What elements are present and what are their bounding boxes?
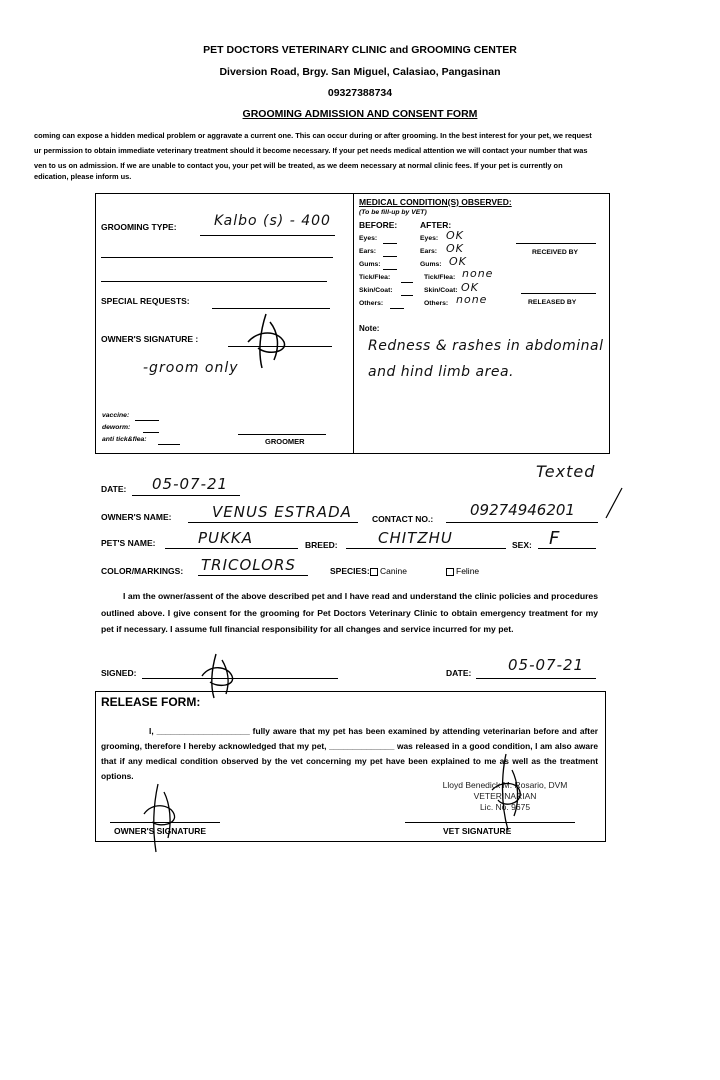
after-eyes: Eyes: xyxy=(420,235,439,242)
vaccine-line[interactable] xyxy=(135,420,159,421)
note-line-2: and hind limb area. xyxy=(368,364,514,380)
breed-label: BREED: xyxy=(305,540,338,550)
before-gums-line[interactable] xyxy=(383,269,397,270)
before-ears: Ears: xyxy=(359,248,377,255)
before-others: Others: xyxy=(359,300,384,307)
sex-value: F xyxy=(549,528,561,549)
before-tick: Tick/Flea: xyxy=(359,274,391,281)
color-value: TRICOLORS xyxy=(201,556,296,574)
medical-subtitle: (To be fill-up by VET) xyxy=(359,209,427,216)
vaccine-label: vaccine: xyxy=(102,412,130,419)
clinic-name: PET DOCTORS VETERINARY CLINIC and GROOMING CENTER xyxy=(203,44,517,56)
anti-tick-line[interactable] xyxy=(158,444,180,445)
owner-release-signature-label: OWNER'S SIGNATURE xyxy=(114,826,207,836)
texted-note: Texted xyxy=(536,462,596,481)
consent-text: I am the owner/assent of the above described pet and I have read and understand the clinic policies and procedures outlined above. I give consent for the grooming for Pet Doctors Veterinary Clinic to obtain emergency treatment for my pet if necessary. I assume full financial responsibility for all changes and service incurred for my pet. xyxy=(101,591,598,634)
grooming-extra-line-1[interactable] xyxy=(101,257,333,258)
pet-name-value: PUKKA xyxy=(198,529,253,547)
before-tick-line[interactable] xyxy=(401,282,413,283)
contact-line[interactable] xyxy=(446,522,598,523)
consent-date-value: 05-07-21 xyxy=(508,656,585,674)
grooming-type-label: GROOMING TYPE: xyxy=(101,222,177,232)
after-label: AFTER: xyxy=(420,220,452,230)
pet-name-line[interactable] xyxy=(165,548,298,549)
breed-line[interactable] xyxy=(346,548,506,549)
deworm-label: deworm: xyxy=(102,424,131,431)
box-divider xyxy=(353,193,354,454)
owner-release-signature-mark xyxy=(140,782,188,854)
deworm-line[interactable] xyxy=(143,432,159,433)
intro-line-1: coming can expose a hidden medical problem or aggravate a current one. This can occur during or after grooming. In the best interest for your pet, we request xyxy=(34,131,592,140)
after-ears-value: OK xyxy=(446,242,464,255)
consent-date-label: DATE: xyxy=(446,668,472,678)
date-line[interactable] xyxy=(132,495,240,496)
received-by-line[interactable] xyxy=(516,243,596,244)
owner-note: -groom only xyxy=(143,360,239,376)
before-label: BEFORE: xyxy=(359,220,398,230)
after-tick: Tick/Flea: xyxy=(424,274,456,281)
after-others-value: none xyxy=(456,293,488,306)
form-title: GROOMING ADMISSION AND CONSENT FORM xyxy=(242,108,478,120)
before-gums: Gums: xyxy=(359,261,381,268)
color-label: COLOR/MARKINGS: xyxy=(101,566,184,576)
sex-line[interactable] xyxy=(538,548,596,549)
grooming-type-value: Kalbo (s) - 400 xyxy=(214,213,331,229)
clinic-phone: 09327388734 xyxy=(327,87,393,99)
sex-label: SEX: xyxy=(512,540,532,550)
before-skin-line[interactable] xyxy=(401,295,413,296)
pet-name-label: PET'S NAME: xyxy=(101,538,156,548)
after-tick-value: none xyxy=(462,267,494,280)
after-gums-value: OK xyxy=(449,255,467,268)
contact-check-mark xyxy=(596,484,626,520)
note-label: Note: xyxy=(359,324,380,333)
color-line[interactable] xyxy=(198,575,308,576)
grooming-type-line[interactable] xyxy=(200,235,335,236)
intro-line-4: edication, please inform us. xyxy=(34,172,132,181)
species-feline-label: Feline xyxy=(456,566,480,576)
owner-signature-label: OWNER'S SIGNATURE : xyxy=(101,334,199,344)
species-label: SPECIES: xyxy=(330,566,370,576)
vet-stamp-lic: Lic. No. 9675 xyxy=(479,802,531,812)
medical-title: MEDICAL CONDITION(S) OBSERVED: xyxy=(359,197,512,207)
before-others-line[interactable] xyxy=(390,308,404,309)
after-gums: Gums: xyxy=(420,261,442,268)
breed-value: CHITZHU xyxy=(378,529,453,547)
before-skin: Skin/Coat: xyxy=(359,287,393,294)
after-others: Others: xyxy=(424,300,449,307)
groomer-line[interactable] xyxy=(238,434,326,435)
contact-label: CONTACT NO.: xyxy=(372,514,434,524)
clinic-address: Diversion Road, Brgy. San Miguel, Calasiao, Pangasinan xyxy=(219,66,501,78)
species-canine-checkbox[interactable] xyxy=(370,568,378,576)
owner-signature-mark xyxy=(238,312,298,372)
vet-signature-label: VET SIGNATURE xyxy=(443,826,512,836)
intro-line-2: ur permission to obtain immediate veterinary treatment should it become necessary. If your pet needs medical attention we will contact your number that was xyxy=(34,146,588,155)
release-text: I, ____________________ fully aware that my pet has been examined by attending veterinarian before and after grooming, therefore I hereby acknowledged that my pet, ______________ was released in a good condition, I am also aware that if any medical condition observed by the vet concerning my pet have been explained to me as well as the treatment options. xyxy=(101,726,598,781)
date-label: DATE: xyxy=(101,484,127,494)
owner-name-value: VENUS ESTRADA xyxy=(212,503,352,521)
species-feline-checkbox[interactable] xyxy=(446,568,454,576)
owner-name-label: OWNER'S NAME: xyxy=(101,512,172,522)
before-ears-line[interactable] xyxy=(383,256,397,257)
vet-stamp-name: Lloyd Benedick M. Rosario, DVM xyxy=(442,780,568,790)
vet-signature-line[interactable] xyxy=(405,822,575,823)
date-value: 05-07-21 xyxy=(152,475,229,493)
before-eyes-line[interactable] xyxy=(383,243,397,244)
received-by-label: RECEIVED BY xyxy=(532,249,579,256)
special-requests-line[interactable] xyxy=(212,308,330,309)
intro-line-3: ven to us on admission. If we are unable to contact you, your pet will be treated, as we deem necessary at normal clinic fees. If your pet is currently on xyxy=(34,161,563,170)
contact-value: 09274946201 xyxy=(470,501,575,519)
after-eyes-value: OK xyxy=(446,229,464,242)
grooming-extra-line-2[interactable] xyxy=(101,281,327,282)
anti-tick-label: anti tick&flea: xyxy=(102,436,147,443)
after-ears: Ears: xyxy=(420,248,438,255)
released-by-line[interactable] xyxy=(521,293,596,294)
before-eyes: Eyes: xyxy=(359,235,378,242)
groomer-label: GROOMER xyxy=(265,437,305,446)
signed-label: SIGNED: xyxy=(101,668,137,678)
vet-stamp-title: VETERINARIAN xyxy=(473,791,537,801)
release-title: RELEASE FORM: xyxy=(101,695,201,709)
after-skin-value: OK xyxy=(461,281,479,294)
released-by-label: RELEASED BY xyxy=(528,299,577,306)
consent-date-line[interactable] xyxy=(476,678,596,679)
after-skin: Skin/Coat: xyxy=(424,287,458,294)
note-line-1: Redness & rashes in abdominal xyxy=(368,338,604,354)
special-requests-label: SPECIAL REQUESTS: xyxy=(101,296,190,306)
owner-name-line[interactable] xyxy=(188,522,358,523)
vet-signature-mark xyxy=(482,752,532,832)
species-canine-label: Canine xyxy=(380,566,407,576)
